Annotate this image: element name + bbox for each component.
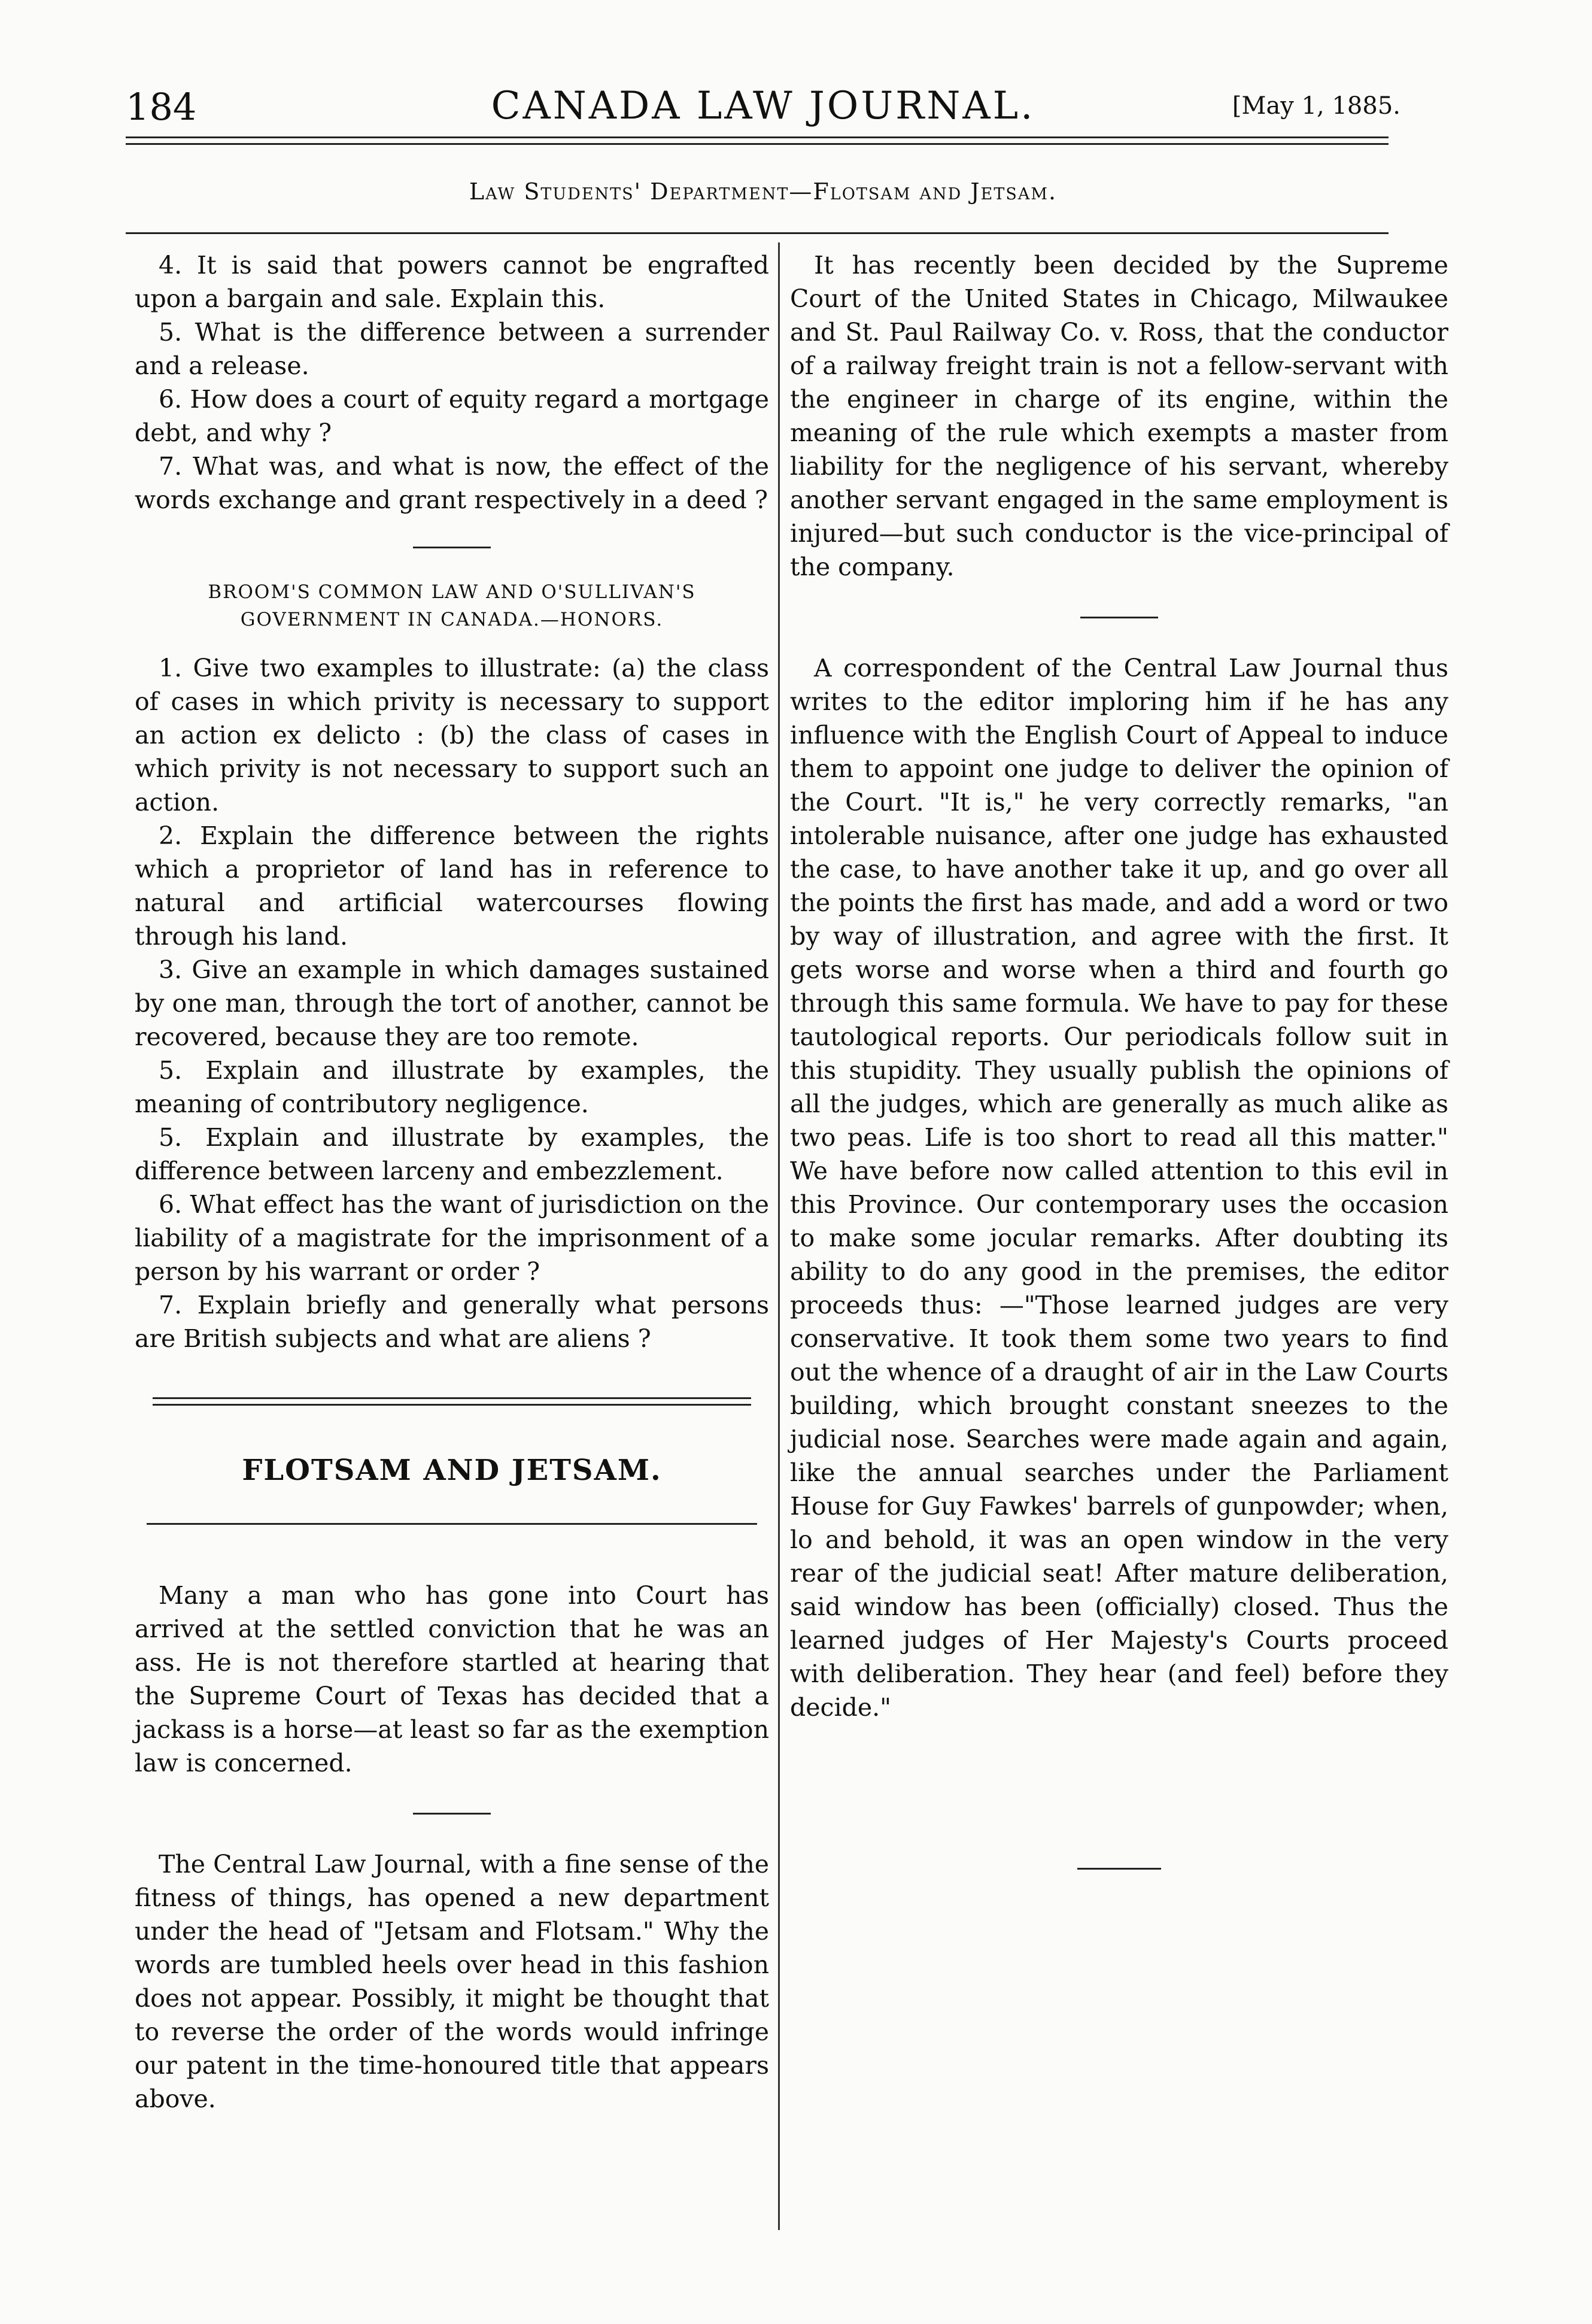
question-item: 6. What effect has the want of jurisdiction on the liability of a magistrate for the imprisonment of a person by his warrant or order ?: [135, 1190, 769, 1286]
article-paragraph: The Central Law Journal, with a fine sense of the fitness of things, has opened a new department under the head of "Jetsam and Flotsam." Why the words are tumbled heels over head in this fashion does not appear. Possibly, it might be thought that to reverse the order of the words would infringe our patent in the time-honoured title that appears above.: [135, 1850, 769, 2113]
question-item: 5. Explain and illustrate by examples, the meaning of contributory negligence.: [135, 1056, 769, 1118]
article-paragraph: A correspondent of the Central Law Journal thus writes to the editor imploring him if he has any influence with the English Court of Appeal to induce them to appoint one judge to deliver the opinion of the Court. "It is," he very correctly remarks, "an intolerable nuisance, after one judge has exhausted the case, to have another take it up, and go over all the points the first has made, and add a word or two by way of illustration, and agree with the first. It gets worse and worse when a third and fourth go through this same formula. We have to pay for these tautological reports. Our periodicals follow suit in this stupidity. They usually publish the opinions of all the judges, which are generally as much alike as two peas. Life is too short to read all this matter." We have before now called attention to this evil in this Province. Our contemporary uses the occasion to make some jocular remarks. After doubting its ability to do any good in the premises, the editor proceeds thus: —"Those learned judges are very conservative. It took them some two years to find out the whence of a draught of air in the Law Courts building, which brought constant sneezes to the judicial nose. Searches were made again and again, like the annual searches under the Parliament House for Guy Fawkes' barrels of gunpowder; when, lo and behold, it was an open window in the very rear of the judicial seat! After mature deliberation, said window has been (officially) closed. Thus the learned judges of Her Majesty's Courts proceed with deliberation. They hear (and feel) before they decide.": [790, 654, 1448, 1722]
question-item: 7. What was, and what is now, the effect of the words exchange and grant respectively in a deed ?: [135, 452, 769, 514]
page-header: [126, 79, 1400, 133]
department-rule: [126, 232, 1389, 234]
left-column: [135, 248, 769, 2116]
question-item: 5. Explain and illustrate by examples, the difference between larceny and embezzlement.: [135, 1123, 769, 1185]
page-number: 184: [126, 85, 197, 129]
column-divider: [778, 242, 780, 2230]
right-column: [790, 248, 1448, 1870]
section-title-rule: [147, 1523, 757, 1525]
section-double-rule: [153, 1397, 751, 1406]
exam-subheading: BROOM'S COMMON LAW AND O'SULLIVAN'S GOVERNMENT IN CANADA.—HONORS.: [208, 581, 696, 630]
question-item: 6. How does a court of equity regard a mortgage debt, and why ?: [135, 385, 769, 447]
question-item: 7. Explain briefly and generally what persons are British subjects and what are aliens ?: [135, 1291, 769, 1353]
department-title: Law Students' Department—Flotsam and Jetsam.: [469, 178, 1058, 205]
article-paragraph: It has recently been decided by the Supreme Court of the United States in Chicago, Milwaukee and St. Paul Railway Co. v. Ross, that the conductor of a railway freight train is not a fellow-servant with the engineer in charge of its engine, within the meaning of the rule which exempts a master from liability for the negligence of his servant, whereby another servant engaged in the same employment is injured—but such conductor is the vice-principal of the company.: [790, 251, 1448, 581]
column-end-rule: [1077, 1868, 1161, 1870]
question-item: 1. Give two examples to illustrate: (a) the class of cases in which privity is necessary to support an action ex delicto : (b) the class of cases in which privity is not necessary to support such an action.: [135, 654, 769, 817]
journal-title: CANADA LAW JOURNAL.: [491, 84, 1035, 128]
article-paragraph: Many a man who has gone into Court has arrived at the settled conviction that he was an ass. He is not therefore startled at hearing that the Supreme Court of Texas has decided that a jackass is a horse—at least so far as the exemption law is concerned.: [135, 1581, 769, 1777]
question-item: 2. Explain the difference between the rights which a proprietor of land has in reference to natural and artificial watercourses flowing through his land.: [135, 821, 769, 951]
section-title: FLOTSAM AND JETSAM.: [242, 1454, 662, 1487]
question-item: 3. Give an example in which damages sustained by one man, through the tort of another, cannot be recovered, because they are too remote.: [135, 955, 769, 1051]
header-double-rule: [126, 136, 1389, 145]
question-item: 4. It is said that powers cannot be engrafted upon a bargain and sale. Explain this.: [135, 251, 769, 313]
issue-date: [May 1, 1885.: [1232, 92, 1400, 120]
question-item: 5. What is the difference between a surrender and a release.: [135, 318, 769, 380]
